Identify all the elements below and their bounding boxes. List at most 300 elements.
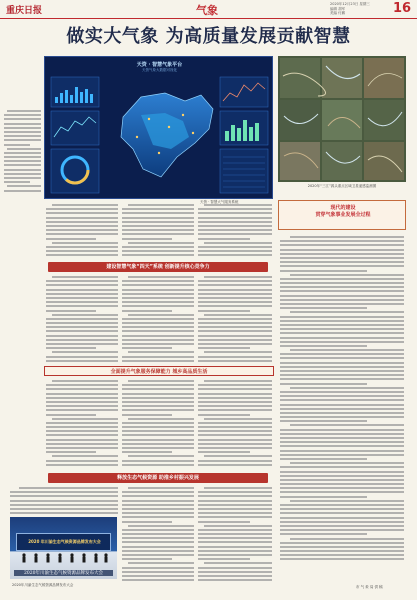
text-column: [122, 204, 194, 258]
text-line: [280, 487, 404, 489]
dashboard-caption: 天资 · 智慧大气服务系统: [200, 200, 239, 204]
text-line: [122, 541, 194, 543]
text-line: [122, 422, 194, 424]
text-line: [122, 571, 194, 573]
text-line: [122, 430, 194, 432]
text-line: [280, 450, 404, 452]
text-line: [290, 538, 404, 540]
text-line: [198, 546, 272, 548]
text-line: [122, 318, 194, 320]
text-line: [46, 326, 118, 328]
text-line: [122, 208, 194, 210]
text-line: [46, 401, 118, 403]
text-line: [198, 326, 272, 328]
text-line: [280, 437, 404, 439]
text-line: [52, 204, 118, 206]
text-line: [122, 504, 194, 506]
text-line: [280, 399, 404, 401]
text-line: [122, 384, 194, 386]
text-line: [280, 261, 404, 263]
text-line: [198, 212, 272, 214]
text-line: [198, 229, 272, 231]
text-line: [52, 455, 118, 457]
text-line: [10, 500, 118, 502]
text-line: [122, 491, 194, 493]
text-line: [280, 240, 404, 242]
text-line: [280, 512, 404, 514]
text-line: [122, 297, 194, 299]
text-line: [198, 558, 250, 560]
text-line: [280, 278, 404, 280]
text-line: [122, 401, 194, 403]
text-line: [280, 496, 367, 498]
text-line: [122, 546, 194, 548]
text-line: [198, 529, 272, 531]
text-line: [198, 238, 250, 240]
text-column: [46, 276, 118, 364]
text-line: [4, 139, 41, 141]
text-line: [122, 550, 194, 552]
text-line: [4, 135, 41, 137]
text-line: [128, 351, 194, 353]
byline: 市 气 象 局 供 稿: [356, 585, 383, 589]
text-line: [46, 339, 118, 341]
text-line: [280, 244, 404, 246]
text-line: [4, 173, 41, 175]
text-column: [280, 236, 404, 563]
text-line: [198, 289, 272, 291]
text-line: [280, 257, 404, 259]
text-line: [4, 127, 41, 129]
text-line: [204, 351, 272, 353]
text-line: [122, 326, 194, 328]
text-line: [280, 282, 404, 284]
text-line: [128, 314, 194, 316]
text-line: [280, 441, 404, 443]
text-line: [198, 464, 272, 466]
text-line: [280, 517, 404, 519]
text-line: [46, 225, 118, 227]
text-line: [280, 479, 404, 481]
text-line: [198, 388, 272, 390]
text-line: [4, 144, 30, 146]
text-line: [122, 397, 194, 399]
text-line: [122, 330, 194, 332]
text-line: [122, 529, 194, 531]
text-line: [122, 289, 194, 291]
text-line: [46, 330, 118, 332]
text-column: [198, 380, 272, 468]
text-line: [122, 225, 194, 227]
text-line: [204, 418, 272, 420]
text-line: [46, 289, 118, 291]
text-line: [204, 562, 272, 564]
text-line: [198, 537, 272, 539]
text-line: [128, 455, 194, 457]
text-line: [198, 491, 272, 493]
text-line: [280, 412, 404, 414]
text-line: [280, 295, 404, 297]
text-line: [122, 439, 194, 441]
event-photo: [10, 517, 117, 579]
text-line: [198, 567, 272, 569]
text-line: [46, 233, 118, 235]
text-line: [280, 416, 404, 418]
text-line: [280, 316, 404, 318]
text-line: [128, 487, 194, 489]
text-line: [128, 204, 194, 206]
text-line: [122, 516, 194, 518]
issue-info: [330, 2, 390, 16]
text-line: [122, 233, 194, 235]
text-line: [52, 242, 118, 244]
satellite-mosaic: [278, 56, 406, 182]
text-line: [122, 533, 194, 535]
text-line: [46, 208, 118, 210]
text-line: [198, 405, 272, 407]
text-line: [122, 217, 194, 219]
text-line: [46, 280, 118, 282]
text-line: [204, 525, 272, 527]
photo-caption: 2020年川渝生态气候资源品牌发布大会: [12, 583, 74, 587]
text-line: [122, 212, 194, 214]
text-line: [198, 330, 272, 332]
page-headline: 做实大气象 为高质量发展贡献智慧: [66, 26, 351, 47]
text-line: [10, 491, 118, 493]
text-line: [290, 387, 404, 389]
text-line: [198, 571, 272, 573]
text-line: [4, 190, 41, 192]
text-line: [46, 397, 118, 399]
text-line: [10, 504, 118, 506]
text-line: [122, 460, 194, 462]
text-line: [198, 301, 272, 303]
text-line: [46, 284, 118, 286]
satellite-caption: 2020年“三江”源头重点区域卫星遥感监测图: [307, 184, 377, 188]
text-line: [280, 454, 404, 456]
text-line: [198, 516, 272, 518]
text-line: [198, 508, 272, 510]
text-line: [122, 246, 194, 248]
text-line: [280, 324, 404, 326]
text-line: [198, 310, 250, 312]
text-line: [46, 439, 118, 441]
text-line: [280, 299, 404, 301]
text-column: [46, 380, 118, 468]
text-line: [122, 322, 194, 324]
text-line: [290, 500, 404, 502]
callout-line-1: 现代的建设: [330, 205, 356, 211]
dashboard-image: [44, 56, 273, 199]
text-line: [280, 420, 367, 422]
text-line: [122, 388, 194, 390]
text-line: [280, 307, 367, 309]
text-line: [52, 380, 118, 382]
text-line: [46, 460, 118, 462]
text-line: [280, 558, 404, 560]
text-line: [280, 353, 404, 355]
text-line: [122, 301, 194, 303]
text-column: [122, 380, 194, 468]
text-line: [280, 433, 404, 435]
text-line: [198, 250, 272, 252]
text-line: [46, 434, 118, 436]
text-line: [204, 242, 272, 244]
text-line: [280, 445, 404, 447]
text-line: [122, 238, 172, 240]
text-line: [280, 529, 404, 531]
text-line: [4, 118, 41, 120]
text-line: [10, 508, 118, 510]
text-line: [198, 500, 272, 502]
text-line: [280, 391, 404, 393]
text-line: [198, 401, 272, 403]
text-line: [204, 314, 272, 316]
stage-backdrop-text: 2020 年川渝生态气候资源品牌发布大会: [28, 539, 101, 544]
text-line: [280, 554, 404, 556]
text-line: [46, 356, 118, 358]
text-line: [198, 322, 272, 324]
text-line: [122, 508, 194, 510]
text-line: [122, 521, 172, 523]
text-line: [122, 293, 194, 295]
text-line: [122, 360, 194, 362]
text-line: [128, 380, 194, 382]
sidebar-callout: [278, 200, 406, 230]
text-line: [280, 521, 404, 523]
text-line: [46, 335, 118, 337]
text-column: [122, 487, 194, 583]
text-line: [128, 276, 194, 278]
text-line: [46, 426, 118, 428]
text-line: [122, 254, 194, 256]
text-line: [46, 221, 118, 223]
text-line: [198, 414, 250, 416]
text-line: [122, 339, 194, 341]
text-line: [46, 393, 118, 395]
text-line: [7, 148, 41, 150]
text-line: [4, 181, 30, 183]
text-line: [122, 409, 194, 411]
text-line: [46, 422, 118, 424]
text-line: [198, 335, 272, 337]
text-line: [4, 123, 41, 125]
text-line: [198, 426, 272, 428]
text-line: [280, 303, 404, 305]
text-line: [280, 395, 404, 397]
text-line: [46, 310, 96, 312]
text-line: [198, 460, 272, 462]
text-line: [122, 305, 194, 307]
text-line: [122, 579, 194, 581]
text-line: [122, 443, 194, 445]
text-line: [204, 276, 272, 278]
text-line: [198, 434, 272, 436]
text-line: [280, 383, 367, 385]
text-line: [122, 464, 194, 466]
text-line: [4, 177, 41, 179]
text-line: [46, 293, 118, 295]
text-line: [19, 487, 118, 489]
text-line: [290, 462, 404, 464]
text-line: [122, 347, 172, 349]
callout-line-2: 贯穿气象事业发展全过程: [315, 212, 371, 218]
text-line: [280, 337, 404, 339]
text-line: [4, 156, 41, 158]
text-line: [198, 393, 272, 395]
section-banner-2: 全面提升气象服务保障能力 城乡高品质生活: [44, 366, 274, 376]
photo-overlay-title: 2020年川渝生态气候资源品牌发布大会: [14, 570, 113, 576]
text-line: [280, 290, 404, 292]
text-line: [46, 388, 118, 390]
text-column: [46, 204, 118, 258]
newspaper-logo: 重庆日报: [6, 6, 43, 16]
text-line: [198, 409, 272, 411]
text-line: [198, 521, 250, 523]
text-line: [46, 229, 118, 231]
text-line: [46, 305, 118, 307]
text-line: [280, 508, 404, 510]
text-line: [204, 204, 272, 206]
text-line: [198, 347, 250, 349]
text-line: [204, 455, 272, 457]
text-line: [198, 356, 272, 358]
text-column: [122, 276, 194, 364]
text-line: [46, 318, 118, 320]
text-line: [198, 512, 272, 514]
text-line: [122, 284, 194, 286]
text-line: [204, 380, 272, 382]
text-line: [128, 562, 194, 564]
text-line: [122, 310, 172, 312]
text-line: [198, 579, 272, 581]
text-line: [46, 322, 118, 324]
text-line: [198, 550, 272, 552]
text-line: [122, 405, 194, 407]
text-line: [122, 335, 194, 337]
text-line: [198, 246, 272, 248]
dashboard-graphic: [45, 57, 273, 199]
text-column: [198, 204, 272, 258]
text-line: [198, 254, 272, 256]
text-line: [46, 414, 96, 416]
text-line: [198, 439, 272, 441]
masthead-rule: [0, 18, 417, 19]
text-line: [128, 242, 194, 244]
text-column: [198, 276, 272, 364]
text-line: [280, 345, 367, 347]
text-line: [198, 284, 272, 286]
text-line: [280, 504, 404, 506]
masthead: [0, 0, 417, 18]
text-line: [122, 393, 194, 395]
page-number: 16: [393, 1, 412, 16]
text-line: [280, 550, 404, 552]
text-line: [122, 356, 194, 358]
text-line: [280, 525, 404, 527]
text-line: [198, 217, 272, 219]
text-line: [128, 525, 194, 527]
text-line: [204, 487, 272, 489]
text-line: [10, 512, 118, 514]
text-column: [198, 487, 272, 583]
text-line: [280, 542, 404, 544]
text-line: [122, 512, 194, 514]
text-line: [198, 280, 272, 282]
text-line: [4, 131, 41, 133]
text-line: [198, 397, 272, 399]
text-line: [280, 249, 404, 251]
text-line: [52, 351, 118, 353]
text-line: [198, 318, 272, 320]
text-line: [290, 424, 404, 426]
satellite-image: [278, 56, 406, 182]
text-line: [280, 475, 404, 477]
text-line: [46, 464, 118, 466]
text-line: [280, 362, 404, 364]
dashboard-title: 天资 · 智慧气象平台: [136, 62, 183, 68]
text-line: [290, 236, 404, 238]
text-line: [7, 110, 41, 112]
text-line: [4, 114, 41, 116]
issue-date: 2020年12月23日 星期三: [330, 2, 370, 6]
text-line: [46, 347, 96, 349]
callout-title: [279, 205, 407, 219]
text-line: [280, 466, 404, 468]
text-line: [290, 311, 404, 313]
text-line: [122, 447, 194, 449]
text-line: [122, 229, 194, 231]
text-line: [198, 225, 272, 227]
text-line: [280, 341, 404, 343]
dashboard-subtitle: 天资气象大数据可视化: [142, 68, 177, 72]
text-line: [198, 221, 272, 223]
text-line: [280, 491, 404, 493]
text-line: [280, 265, 404, 267]
text-line: [52, 276, 118, 278]
text-line: [4, 164, 41, 166]
text-line: [122, 434, 194, 436]
text-line: [46, 384, 118, 386]
text-line: [290, 349, 404, 351]
text-line: [122, 221, 194, 223]
text-line: [198, 384, 272, 386]
section-banner-1: 建设智慧气象“四天”系统 创新提升核心竞争力: [48, 262, 268, 272]
text-line: [280, 408, 404, 410]
text-line: [122, 567, 194, 569]
text-line: [280, 286, 404, 288]
text-line: [198, 447, 272, 449]
text-line: [122, 280, 194, 282]
text-line: [198, 305, 272, 307]
text-line: [10, 495, 118, 497]
text-line: [280, 370, 404, 372]
text-line: [280, 471, 404, 473]
text-line: [198, 208, 272, 210]
text-line: [52, 418, 118, 420]
text-line: [46, 405, 118, 407]
text-line: [46, 343, 118, 345]
text-line: [46, 360, 118, 362]
text-line: [198, 504, 272, 506]
text-line: [198, 339, 272, 341]
text-line: [122, 495, 194, 497]
text-line: [46, 297, 118, 299]
text-line: [198, 343, 272, 345]
text-line: [280, 483, 404, 485]
text-line: [198, 233, 272, 235]
text-line: [46, 301, 118, 303]
